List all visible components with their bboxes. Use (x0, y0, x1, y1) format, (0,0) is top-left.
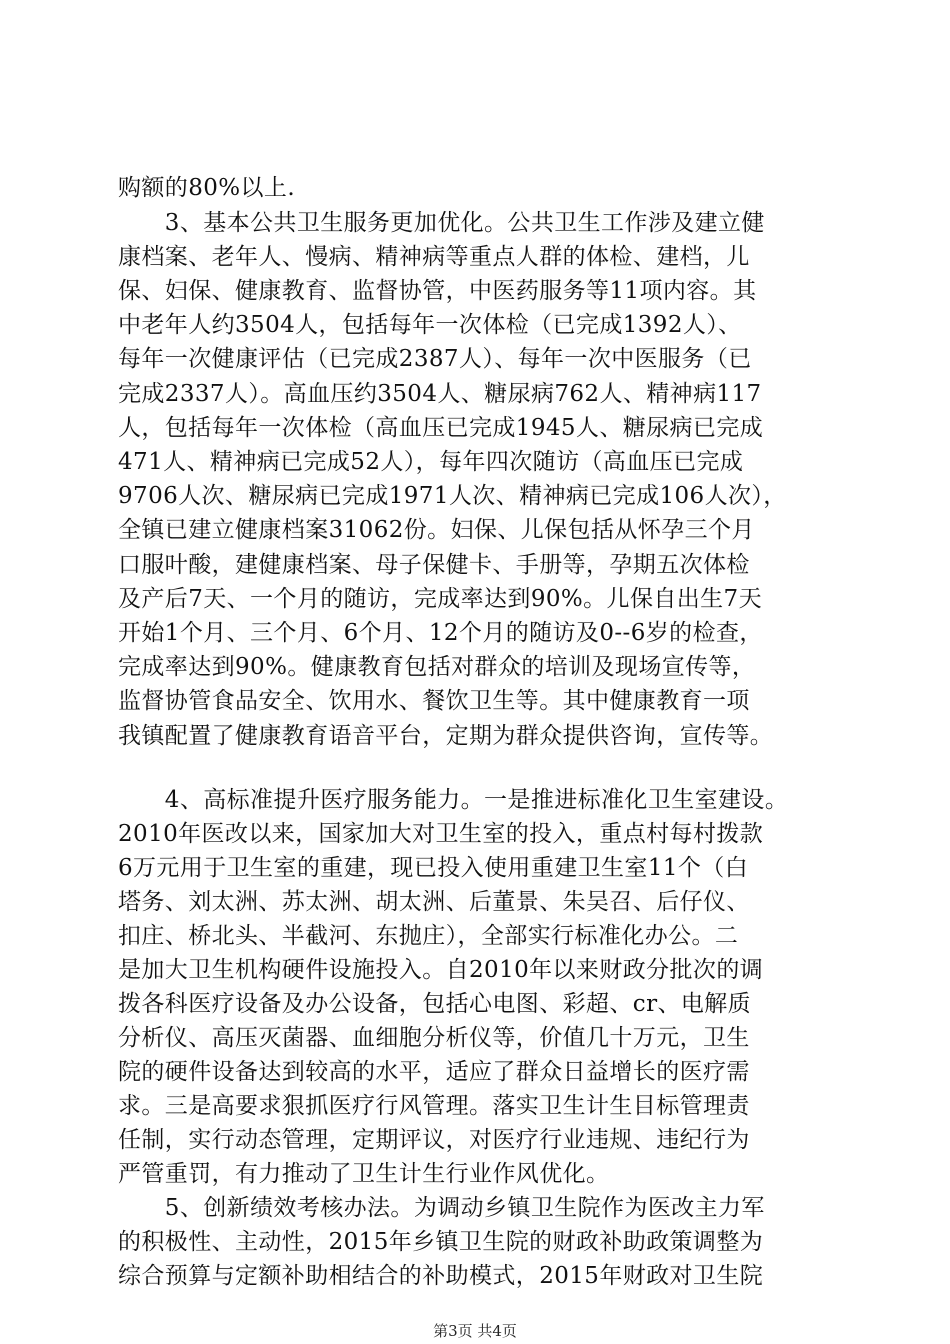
text-line: 471人、精神病已完成52人），每年四次随访（高血压已完成 (118, 449, 744, 475)
text-line: 的积极性、主动性，2015年乡镇卫生院的财政补助政策调整为 (118, 1229, 764, 1255)
text-line: 综合预算与定额补助相结合的补助模式，2015年财政对卫生院 (118, 1263, 764, 1289)
text-line: 我镇配置了健康教育语音平台，定期为群众提供咨询，宣传等。 (118, 723, 774, 749)
text-line: 求。三是高要求狠抓医疗行风管理。落实卫生计生目标管理责 (118, 1093, 750, 1119)
text-line: 分析仪、高压灭菌器、血细胞分析仪等，价值几十万元，卫生 (118, 1025, 750, 1051)
text-line: 中老年人约3504人，包括每年一次体检（已完成1392人）、 (118, 312, 742, 338)
text-line: 9706人次、糖尿病已完成1971人次、精神病已完成106人次）， (118, 483, 787, 509)
text-line: 保、妇保、健康教育、监督协管，中医药服务等11项内容。其 (118, 278, 757, 304)
text-line: 及产后7天、一个月的随访，完成率达到90%。儿保自出生7天 (118, 586, 762, 612)
text-line: 5、创新绩效考核办法。为调动乡镇卫生院作为医改主力军 (118, 1195, 765, 1221)
text-line: 4、高标准提升医疗服务能力。一是推进标准化卫生室建设。 (118, 787, 789, 813)
text-line: 塔务、刘太洲、苏太洲、胡太洲、后董景、朱吴召、后仔仪、 (118, 889, 750, 915)
text-line: 任制，实行动态管理，定期评议，对医疗行业违规、违纪行为 (118, 1127, 750, 1153)
page-footer: 第3页 共4页 (433, 1322, 517, 1340)
text-line: 扣庄、桥北头、半截河、东抛庄），全部实行标准化办公。二 (118, 923, 739, 949)
text-line: 购额的80%以上. (118, 175, 296, 201)
text-line: 拨各科医疗设备及办公设备，包括心电图、彩超、cr、电解质 (118, 991, 752, 1017)
text-line: 监督协管食品安全、饮用水、餐饮卫生等。其中健康教育一项 (118, 688, 750, 714)
text-line: 3、基本公共卫生服务更加优化。公共卫生工作涉及建立健 (118, 210, 765, 236)
text-line: 完成2337人）。高血压约3504人、糖尿病762人、精神病117 (118, 381, 762, 407)
text-line: 人，包括每年一次体检（高血压已完成1945人、糖尿病已完成 (118, 415, 764, 441)
text-line: 6万元用于卫生室的重建，现已投入使用重建卫生室11个（白 (118, 855, 749, 881)
text-line: 是加大卫生机构硬件设施投入。自2010年以来财政分批次的调 (118, 957, 764, 983)
text-line: 康档案、老年人、慢病、精神病等重点人群的体检、建档，儿 (118, 244, 750, 270)
text-line: 口服叶酸，建健康档案、母子保健卡、手册等，孕期五次体检 (118, 552, 750, 578)
text-line: 开始1个月、三个月、6个月、12个月的随访及0--6岁的检查， (118, 620, 763, 646)
text-line: 严管重罚，有力推动了卫生计生行业作风优化。 (118, 1161, 610, 1187)
text-line: 完成率达到90%。健康教育包括对群众的培训及现场宣传等， (118, 654, 756, 680)
text-line: 全镇已建立健康档案31062份。妇保、儿保包括从怀孕三个月 (118, 517, 755, 543)
text-line: 院的硬件设备达到较高的水平，适应了群众日益增长的医疗需 (118, 1059, 750, 1085)
text-line: 2010年医改以来，国家加大对卫生室的投入，重点村每村拨款 (118, 821, 764, 847)
text-line: 每年一次健康评估（已完成2387人）、每年一次中医服务（已 (118, 346, 752, 372)
